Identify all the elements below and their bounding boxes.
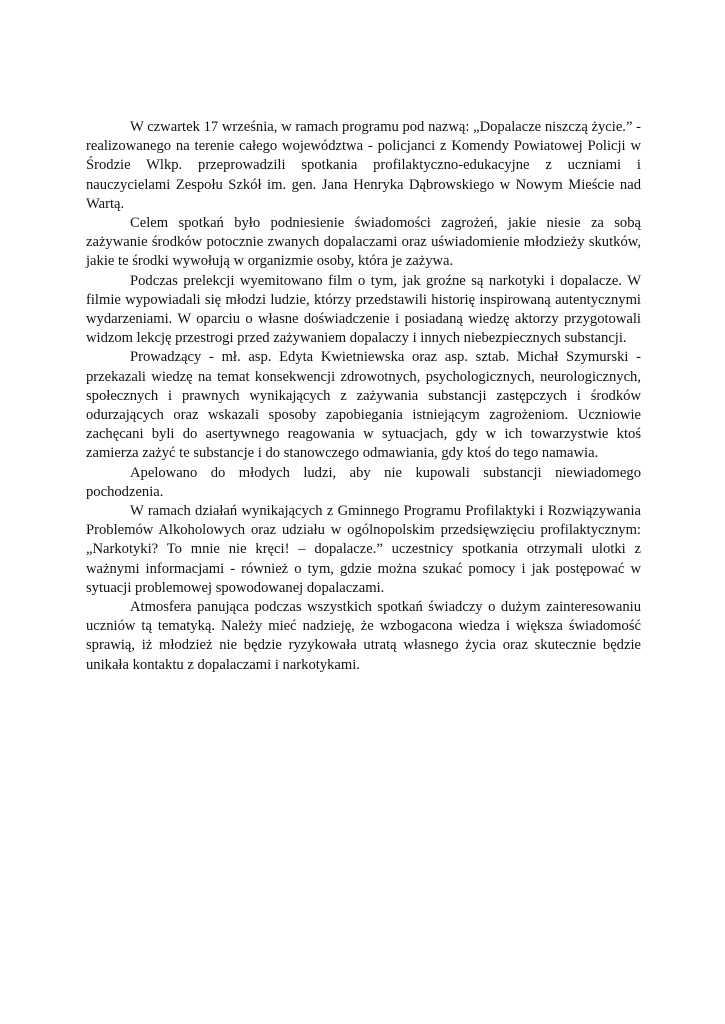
paragraph-appeal: Apelowano do młodych ludzi, aby nie kupowali substancji niewiadomego pochodzenia.	[86, 464, 641, 500]
paragraph-atmosphere: Atmosfera panująca podczas wszystkich spotkań świadczy o dużym zainteresowaniu uczniów tą tematyką. Należy mieć nadzieję, że wzbogacona wiedza i większa świadomość sprawią, iż młodzież nie będzie ryzykowała utratą własnego życia oraz skutecznie będzie unikała kontaktu z dopalaczami i narkotykami.	[86, 599, 641, 673]
document-page	[86, 118, 641, 675]
paragraph-presenters: Prowadzący - mł. asp. Edyta Kwietniewska oraz asp. sztab. Michał Szymurski - przekazali wiedzę na temat konsekwencji zdrowotnych, psychologicznych, neurologicznych, społecznych i prawnych wynikających z zażywania substancji zastępczych i środków odurzających oraz wskazali sposoby zapobiegania istniejącym zagrożeniom. Uczniowie zachęcani byli do asertywnego reagowania w sytuacjach, gdy w ich towarzystwie ktoś zamierza zażyć te substancje i do stanowczego odmawiania, gdy ktoś do tego namawia.	[86, 349, 641, 462]
paragraph-intro: W czwartek 17 września, w ramach programu pod nazwą: „Dopalacze niszczą życie.” - realizowanego na terenie całego województwa - policjanci z Komendy Powiatowej Policji w Środzie Wlkp. przeprowadzili spotkania profilaktyczno-edukacyjne z uczniami i nauczycielami Zespołu Szkół im. gen. Jana Henryka Dąbrowskiego w Nowym Mieście nad Wartą.	[86, 119, 641, 212]
paragraph-program: W ramach działań wynikających z Gminnego Programu Profilaktyki i Rozwiązywania Problemów Alkoholowych oraz udziału w ogólnopolskim przedsięwzięciu profilaktycznym: „Narkotyki? To mnie nie kręci! – dopalacze.” uczestnicy spotkania otrzymali ulotki z ważnymi informacjami - również o tym, gdzie można szukać pomocy i jak postępować w sytuacji problemowej spowodowanej dopalaczami.	[86, 503, 641, 596]
paragraph-goal: Celem spotkań było podniesienie świadomości zagrożeń, jakie niesie za sobą zażywanie środków potocznie zwanych dopalaczami oraz uświadomienie młodzieży skutków, jakie te środki wywołują w organizmie osoby, która je zażywa.	[86, 215, 641, 270]
paragraph-film: Podczas prelekcji wyemitowano film o tym, jak groźne są narkotyki i dopalacze. W filmie wypowiadali się młodzi ludzie, którzy przedstawili historię inspirowaną autentycznymi wydarzeniami. W oparciu o własne doświadczenie i posiadaną wiedzę aktorzy przygotowali widzom lekcję przestrogi przed zażywaniem dopalaczy i innych niebezpiecznych substancji.	[86, 272, 641, 347]
